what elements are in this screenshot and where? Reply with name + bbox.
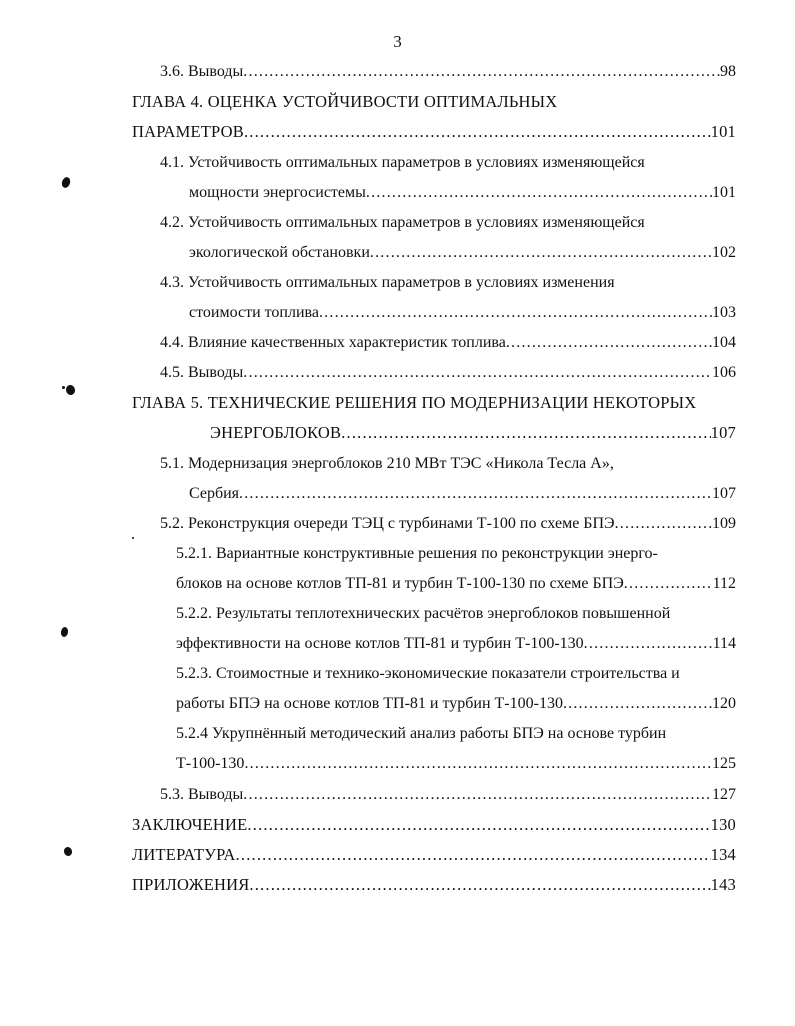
toc-entry-title: 3.6. Выводы [160, 63, 244, 80]
toc-entry-4-4[interactable] [160, 331, 736, 355]
scan-smudge [65, 384, 76, 396]
toc-entry-page: 104 [712, 334, 736, 351]
toc-entry-title: 5.2. Реконструкция очереди ТЭЦ с турбинами Т-100 по схеме БПЭ [160, 515, 615, 532]
toc-entry-5-2-4-title[interactable]: 5.2.4 Укрупнённый методический анализ работы БПЭ на основе турбин [176, 725, 667, 742]
toc-dot-leader [615, 512, 712, 536]
toc-entry-conclusion[interactable] [132, 813, 736, 837]
toc-entry-title: эффективности на основе котлов ТП-81 и турбин Т-100-130 [176, 635, 584, 652]
toc-entry-3-6[interactable] [160, 60, 736, 84]
toc-entry-page: 101 [712, 184, 736, 201]
toc-entry-page: 143 [710, 875, 736, 894]
toc-entry-page: 127 [712, 786, 736, 803]
toc-entry-4-1[interactable] [189, 181, 736, 205]
scan-smudge [60, 176, 71, 189]
toc-dot-leader [239, 482, 712, 506]
toc-dot-leader [624, 572, 713, 596]
toc-entry-4-3[interactable] [189, 301, 736, 325]
toc-entry-title: ЭНЕРГОБЛОКОВ [210, 423, 342, 442]
toc-dot-leader [249, 873, 710, 897]
toc-entry-page: 101 [710, 122, 736, 141]
toc-dot-leader [243, 60, 720, 84]
scan-smudge [63, 846, 74, 857]
toc-entry-title: ЛИТЕРАТУРА [132, 845, 236, 864]
toc-entry-page: 125 [712, 755, 736, 772]
toc-entry-4-2[interactable] [189, 241, 736, 265]
toc-entry-title: ПАРАМЕТРОВ [132, 122, 244, 141]
toc-entry-title: блоков на основе котлов ТП-81 и турбин Т-100-130 по схеме БПЭ [176, 575, 624, 592]
page-number: 3 [393, 32, 402, 51]
scan-speck [132, 537, 134, 539]
scan-smudge [62, 386, 65, 389]
toc-dot-leader [366, 181, 712, 205]
toc-entry-4-2-title[interactable]: 4.2. Устойчивость оптимальных параметров в условиях изменяющейся [160, 214, 645, 231]
toc-entry-page: 134 [710, 845, 736, 864]
toc-entry-5-2-4[interactable] [176, 752, 736, 776]
toc-entry-page: 107 [712, 485, 736, 502]
toc-entry-page: 114 [712, 635, 736, 652]
toc-dot-leader [236, 843, 711, 867]
toc-entry-4-3-title[interactable]: 4.3. Устойчивость оптимальных параметров в условиях изменения [160, 274, 615, 291]
toc-dot-leader [244, 120, 711, 144]
toc-entry-5-2-1[interactable] [176, 572, 736, 596]
toc-entry-page: 98 [720, 63, 736, 80]
toc-entry-page: 109 [712, 515, 736, 532]
toc-entry-page: 120 [712, 695, 736, 712]
toc-dot-leader [341, 421, 710, 445]
scan-smudge [60, 626, 69, 637]
toc-entry-appendices[interactable] [132, 873, 736, 897]
toc-entry-page: 103 [712, 304, 736, 321]
toc-entry-chapter-4[interactable] [132, 120, 736, 144]
toc-entry-page: 106 [712, 364, 736, 381]
toc-entry-page: 130 [710, 815, 736, 834]
toc-entry-5-2[interactable] [160, 512, 736, 536]
toc-entry-5-1-title[interactable]: 5.1. Модернизация энергоблоков 210 МВт ТЭС «Никола Тесла А», [160, 455, 614, 472]
toc-dot-leader [370, 241, 712, 265]
toc-entry-title: 4.5. Выводы [160, 364, 244, 381]
toc-entry-5-2-3-title[interactable]: 5.2.3. Стоимостные и технико-экономические показатели строительства и [176, 665, 680, 682]
toc-entry-title: Т-100-130 [176, 755, 245, 772]
toc-dot-leader [247, 813, 710, 837]
toc-entry-chapter-5[interactable] [210, 421, 736, 445]
toc-entry-title: Сербия [189, 485, 240, 502]
toc-entry-5-2-1-title[interactable]: 5.2.1. Вариантные конструктивные решения по реконструкции энерго- [176, 545, 658, 562]
toc-chapter-4-title[interactable]: ГЛАВА 4. ОЦЕНКА УСТОЙЧИВОСТИ ОПТИМАЛЬНЫХ [132, 92, 558, 111]
toc-dot-leader [584, 632, 713, 656]
toc-entry-title: 4.4. Влияние качественных характеристик топлива [160, 334, 506, 351]
toc-dot-leader [319, 301, 712, 325]
toc-entry-page: 107 [710, 423, 736, 442]
toc-dot-leader [563, 692, 712, 716]
toc-entry-5-1[interactable] [189, 482, 736, 506]
toc-entry-title: ЗАКЛЮЧЕНИЕ [132, 815, 248, 834]
toc-entry-5-2-3[interactable] [176, 692, 736, 716]
toc-entry-title: стоимости топлива [189, 304, 319, 321]
toc-chapter-5-title[interactable]: ГЛАВА 5. ТЕХНИЧЕСКИЕ РЕШЕНИЯ ПО МОДЕРНИЗАЦИИ НЕКОТОРЫХ [132, 393, 697, 412]
toc-entry-5-2-2[interactable] [176, 632, 736, 656]
toc-entry-page: 102 [712, 244, 736, 261]
toc-dot-leader [243, 361, 712, 385]
toc-entry-5-2-2-title[interactable]: 5.2.2. Результаты теплотехнических расчётов энергоблоков повышенной [176, 605, 671, 622]
toc-entry-title: мощности энергосистемы [189, 184, 366, 201]
toc-dot-leader [243, 783, 712, 807]
toc-entry-title: экологической обстановки [189, 244, 370, 261]
toc-dot-leader [506, 331, 712, 355]
toc-entry-4-5[interactable] [160, 361, 736, 385]
toc-entry-title: ПРИЛОЖЕНИЯ [132, 875, 250, 894]
toc-entry-4-1-title[interactable]: 4.1. Устойчивость оптимальных параметров в условиях изменяющейся [160, 154, 645, 171]
toc-entry-title: 5.3. Выводы [160, 786, 244, 803]
toc-entry-title: работы БПЭ на основе котлов ТП-81 и турбин Т-100-130 [176, 695, 563, 712]
toc-entry-5-3[interactable] [160, 783, 736, 807]
toc-entry-page: 112 [712, 575, 736, 592]
toc-entry-literature[interactable] [132, 843, 736, 867]
toc-dot-leader [244, 752, 712, 776]
